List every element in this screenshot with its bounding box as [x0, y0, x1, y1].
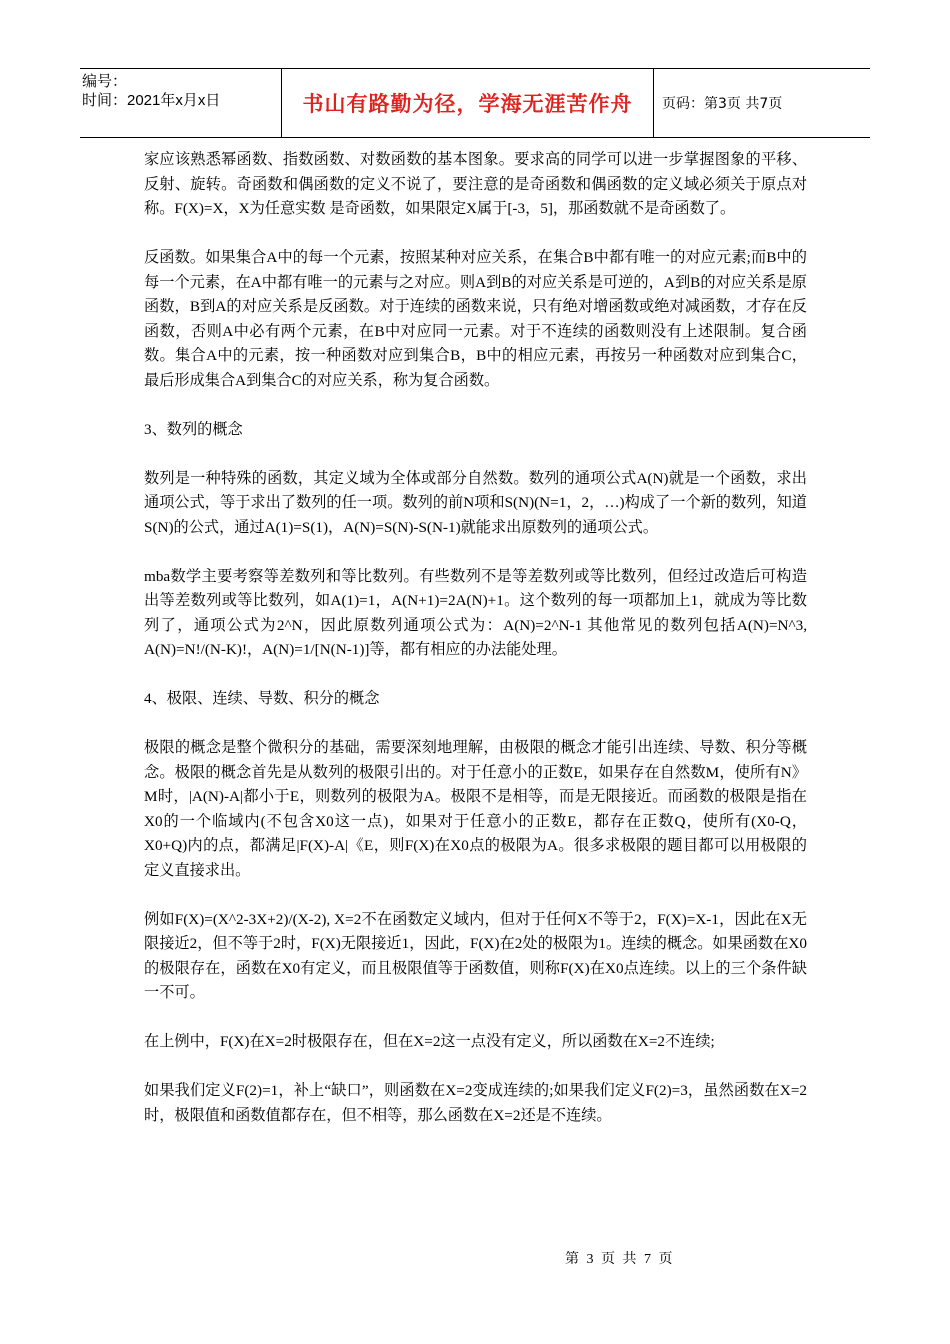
paragraph: 极限的概念是整个微积分的基础，需要深刻地理解，由极限的概念才能引出连续、导数、积分等概念。极限的概念首先是从数列的极限引出的。对于任意小的正数E，如果存在自然数M，使所有N》M时，|A(N)-A|都小于E，则数列的极限为A。极限不是相等，而是无限接近。而函数的极限是指在X0的一个临域内(不包含X0这一点)，如果对于任意小的正数E，都存在正数Q，使所有(X0-Q，X0+Q)内的点，都满足|F(X)-A|《E，则F(X)在X0点的极限为A。很多求极限的题目都可以用极限的定义直接求出。: [144, 739, 807, 879]
header-motto: 书山有路勤为径，学海无涯苦作舟: [282, 69, 654, 137]
paragraph: 在上例中，F(X)在X=2时极限存在，但在X=2这一点没有定义，所以函数在X=2不连续;: [144, 1033, 715, 1050]
page-footer: 第 3 页 共 7 页: [565, 1252, 675, 1267]
paragraph: 反函数。如果集合A中的每一个元素，按照某种对应关系，在集合B中都有唯一的对应元素;而B中的每一个元素，在A中都有唯一的元素与之对应。则A到B的对应关系是可逆的，A到B的对应关系是原函数，B到A的对应关系是反函数。对于连续的函数来说，只有绝对增函数或绝对减函数，才存在反函数，否则A中必有两个元素，在B中对应同一元素。对于不连续的函数则没有上述限制。复合函数。集合A中的元素，按一种函数对应到集合B，B中的相应元素，再按另一种函数对应到集合C，最后形成集合A到集合C的对应关系，称为复合函数。: [144, 249, 807, 389]
section-heading: 4、极限、连续、导数、积分的概念: [144, 690, 380, 707]
paragraph: 数列是一种特殊的函数，其定义域为全体或部分自然数。数列的通项公式A(N)就是一个函数，求出通项公式，等于求出了数列的任一项。数列的前N项和S(N)(N=1，2，…)构成了一个新的数列，知道S(N)的公式，通过A(1)=S(1)，A(N)=S(N)-S(N-1)就能求出原数列的通项公式。: [144, 469, 807, 536]
header-code-label: 编号：: [82, 73, 128, 90]
document-body: [144, 148, 807, 1153]
header-meta: [80, 69, 282, 137]
paragraph: 家应该熟悉幂函数、指数函数、对数函数的基本图象。要求高的同学可以进一步掌握图象的平移、反射、旋转。奇函数和偶函数的定义不说了，要注意的是奇函数和偶函数的定义域必须关于原点对称。F(X)=X，X为任意实数 是奇函数，如果限定X属于[-3，5]，那函数就不是奇函数了。: [144, 151, 807, 217]
header-date-label: 时间：2021年x月x日: [82, 92, 221, 109]
paragraph: mba数学主要考察等差数列和等比数列。有些数列不是等差数列或等比数列，但经过改造后可构造出等差数列或等比数列，如A(1)=1，A(N+1)=2A(N)+1。这个数列的每一项都加上1，就成为等比数列了，通项公式为2^N，因此原数列通项公式为：A(N)=2^N-1 其他常见的数列包括A(N)=N^3, A(N)=N!/(N-K)!，A(N)=1/[N(N-1)]等，都有相应的办法能处理。: [144, 567, 807, 658]
section-heading: 3、数列的概念: [144, 420, 243, 438]
page-header: [80, 68, 870, 138]
paragraph: 如果我们定义F(2)=1，补上“缺口”，则函数在X=2变成连续的;如果我们定义F(2)=3，虽然函数在X=2时，极限值和函数值都存在，但不相等，那么函数在X=2还是不连续。: [144, 1082, 807, 1124]
header-page-label: 页码：第3页 共7页: [662, 96, 783, 112]
paragraph: 例如F(X)=(X^2-3X+2)/(X-2), X=2不在函数定义域内，但对于任何X不等于2，F(X)=X-1，因此在X无限接近2，但不等于2时，F(X)无限接近1，因此，F(X)在2处的极限为1。连续的概念。如果函数在X0的极限存在，函数在X0有定义，而且极限值等于函数值，则称F(X)在X0点连续。以上的三个条件缺一不可。: [144, 910, 807, 1001]
